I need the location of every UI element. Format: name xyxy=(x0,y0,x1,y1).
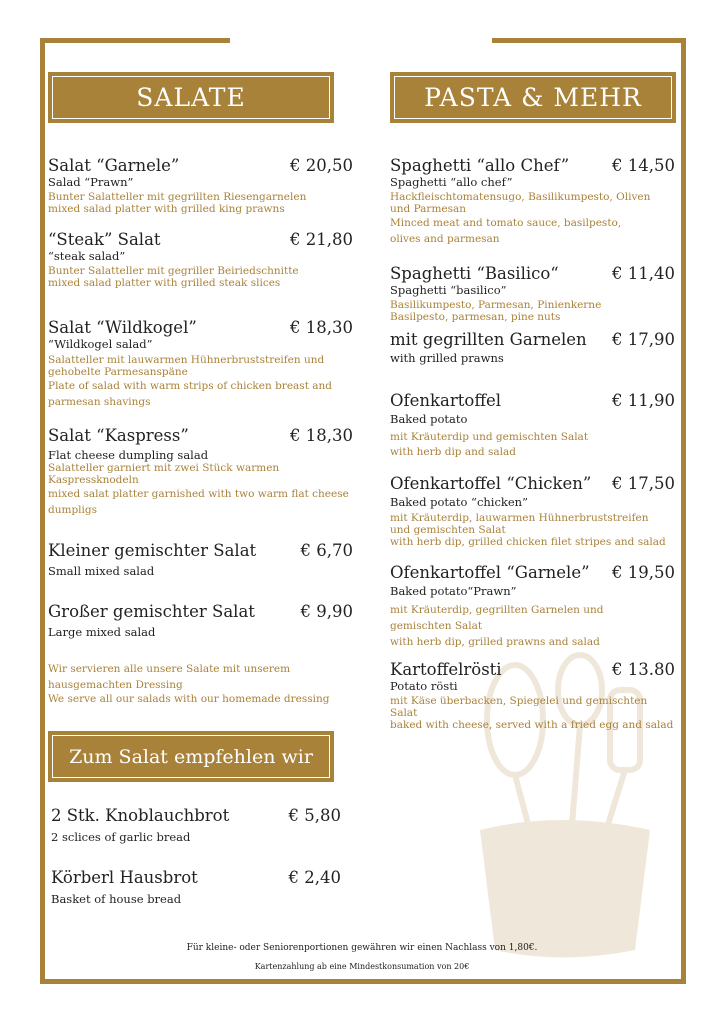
item-desc: olives and parmesan xyxy=(390,233,500,245)
item-desc: und Parmesan xyxy=(390,203,467,215)
footer-discount-note: Für kleine- oder Seniorenportionen gewähren wir einen Nachlass von 1,80€. xyxy=(186,943,538,953)
item-name: “Steak” Salat xyxy=(48,230,161,249)
item-sub: Spaghetti “allo chef” xyxy=(390,175,513,189)
item-desc: parmesan shavings xyxy=(48,396,151,408)
item-desc: mit Käse überbacken, Spiegelei und gemischten xyxy=(390,695,648,707)
footer-card-note: Kartenzahlung ab eine Mindestkonsumation von 20€ xyxy=(254,962,470,971)
item-desc: Bunter Salatteller mit gegriller Beiriedschnitte xyxy=(48,265,299,277)
item-desc: Salatteller garniert mit zwei Stück warmen xyxy=(48,462,280,474)
item-sub: Flat cheese dumpling salad xyxy=(48,448,209,462)
frame-bottom xyxy=(40,979,686,984)
item-price: € 9,90 xyxy=(300,602,353,621)
pasta-item xyxy=(390,330,675,365)
item-name: Salat “Wildkogel” xyxy=(48,318,197,337)
item-price: € 6,70 xyxy=(300,541,353,560)
item-name: Kartoffelrösti xyxy=(390,660,502,679)
item-desc: with herb dip, grilled chicken filet stripes and salad xyxy=(390,536,666,548)
item-sub: Baked potato “chicken” xyxy=(390,495,528,509)
item-desc: dumpligs xyxy=(48,504,97,516)
pasta-item xyxy=(390,563,675,650)
item-price: € 20,50 xyxy=(290,156,353,175)
item-sub: Spaghetti “basilico” xyxy=(390,283,507,297)
empfehlung-item xyxy=(51,806,341,844)
item-name: mit gegrillten Garnelen xyxy=(390,330,587,349)
item-desc: mit Kräuterdip und gemischten Salat xyxy=(390,431,589,443)
item-desc: Kaspressknodeln xyxy=(48,474,139,486)
item-price: € 2,40 xyxy=(288,868,341,887)
item-name: Ofenkartoffel xyxy=(390,391,502,410)
pasta-item xyxy=(390,660,675,731)
item-sub: Large mixed salad xyxy=(48,625,156,639)
dressing-note xyxy=(48,661,353,706)
note-line: hausgemachten Dressing xyxy=(48,679,183,691)
item-name: Spaghetti “Basilico“ xyxy=(390,264,559,283)
item-name: Großer gemischter Salat xyxy=(48,602,255,621)
item-name: 2 Stk. Knoblauchbrot xyxy=(51,806,230,825)
item-price: € 18,30 xyxy=(290,318,353,337)
item-sub: Potato rösti xyxy=(390,679,458,693)
item-sub: Baked potato xyxy=(390,412,468,426)
item-desc: Plate of salad with warm strips of chicken breast and xyxy=(48,380,332,392)
item-sub: with grilled prawns xyxy=(390,351,504,365)
frame-top-right xyxy=(492,38,686,43)
item-name: Ofenkartoffel “Chicken” xyxy=(390,474,592,493)
item-name: Ofenkartoffel “Garnele” xyxy=(390,563,590,582)
item-desc: Hackfleischtomatensugo, Basilikumpesto, Oliven xyxy=(390,191,651,203)
item-desc: Basilpesto, parmesan, pine nuts xyxy=(390,311,561,323)
salat-item xyxy=(48,318,353,410)
item-sub: Salad “Prawn” xyxy=(48,175,134,189)
empfehlung-title: Zum Salat empfehlen wir xyxy=(69,745,313,768)
item-price: € 21,80 xyxy=(290,230,353,249)
item-price: € 13.80 xyxy=(612,660,675,679)
item-sub: Basket of house bread xyxy=(51,892,182,906)
item-price: € 18,30 xyxy=(290,426,353,445)
item-desc: gehobelte Parmesanspäne xyxy=(48,366,188,378)
item-desc: Salatteller mit lauwarmen Hühnerbruststreifen und xyxy=(48,354,325,366)
item-desc: mixed salat platter garnished with two warm flat cheese xyxy=(48,488,349,500)
pasta-header xyxy=(390,72,676,123)
item-desc: mit Kräuterdip, gegrillten Garnelen und xyxy=(390,604,604,616)
item-desc: Bunter Salatteller mit gegrillten Riesengarnelen xyxy=(48,191,307,203)
pasta-item xyxy=(390,156,675,247)
item-name: Kleiner gemischter Salat xyxy=(48,541,257,560)
item-desc: mixed salad platter with grilled steak slices xyxy=(48,277,281,289)
item-desc: Salat xyxy=(390,707,418,719)
pasta-item xyxy=(390,264,675,323)
item-name: Salat “Garnele” xyxy=(48,156,180,175)
note-line: Wir servieren alle unsere Salate mit unserem xyxy=(48,663,291,675)
item-sub: Small mixed salad xyxy=(48,564,155,578)
pasta-item xyxy=(390,474,675,548)
item-desc: with herb dip, grilled prawns and salad xyxy=(390,636,600,648)
item-price: € 17,90 xyxy=(612,330,675,349)
item-desc: gemischten Salat xyxy=(390,620,483,632)
note-line: We serve all our salads with our homemade dressing xyxy=(48,693,330,705)
item-desc: und gemischten Salat xyxy=(390,524,506,536)
item-sub: “steak salad” xyxy=(48,249,126,263)
empfehlung-header xyxy=(48,731,334,782)
frame-right xyxy=(681,38,686,984)
salate-title: SALATE xyxy=(136,83,246,112)
item-desc: Minced meat and tomato sauce, basilpesto, xyxy=(390,217,622,229)
item-desc: with herb dip and salad xyxy=(390,446,516,458)
item-desc: Basilikumpesto, Parmesan, Pinienkerne xyxy=(390,299,602,311)
item-price: € 5,80 xyxy=(288,806,341,825)
salat-item xyxy=(48,426,353,518)
frame-left xyxy=(40,38,45,984)
frame-top-left xyxy=(40,38,230,43)
pasta-title: PASTA & MEHR xyxy=(424,83,642,112)
item-desc: baked with cheese, served with a fried egg and salad xyxy=(390,719,674,731)
item-desc: mixed salad platter with grilled king prawns xyxy=(48,203,285,215)
item-price: € 17,50 xyxy=(612,474,675,493)
item-sub: 2 sclices of garlic bread xyxy=(51,830,191,844)
item-desc: mit Kräuterdip, lauwarmen Hühnerbruststreifen xyxy=(390,512,649,524)
item-price: € 11,90 xyxy=(612,391,675,410)
item-name: Spaghetti “allo Chef” xyxy=(390,156,570,175)
item-sub: “Wildkogel salad” xyxy=(48,337,153,351)
item-name: Salat “Kaspress” xyxy=(48,426,189,445)
salat-item xyxy=(48,602,353,639)
item-sub: Baked potato“Prawn” xyxy=(390,584,517,598)
pasta-item xyxy=(390,391,675,460)
item-name: Körberl Hausbrot xyxy=(51,868,198,887)
salat-item xyxy=(48,156,353,215)
salat-item xyxy=(48,230,353,289)
empfehlung-item xyxy=(51,868,341,906)
item-price: € 14,50 xyxy=(612,156,675,175)
salate-header xyxy=(48,72,334,123)
salat-item xyxy=(48,541,353,578)
item-price: € 11,40 xyxy=(612,264,675,283)
item-price: € 19,50 xyxy=(612,563,675,582)
